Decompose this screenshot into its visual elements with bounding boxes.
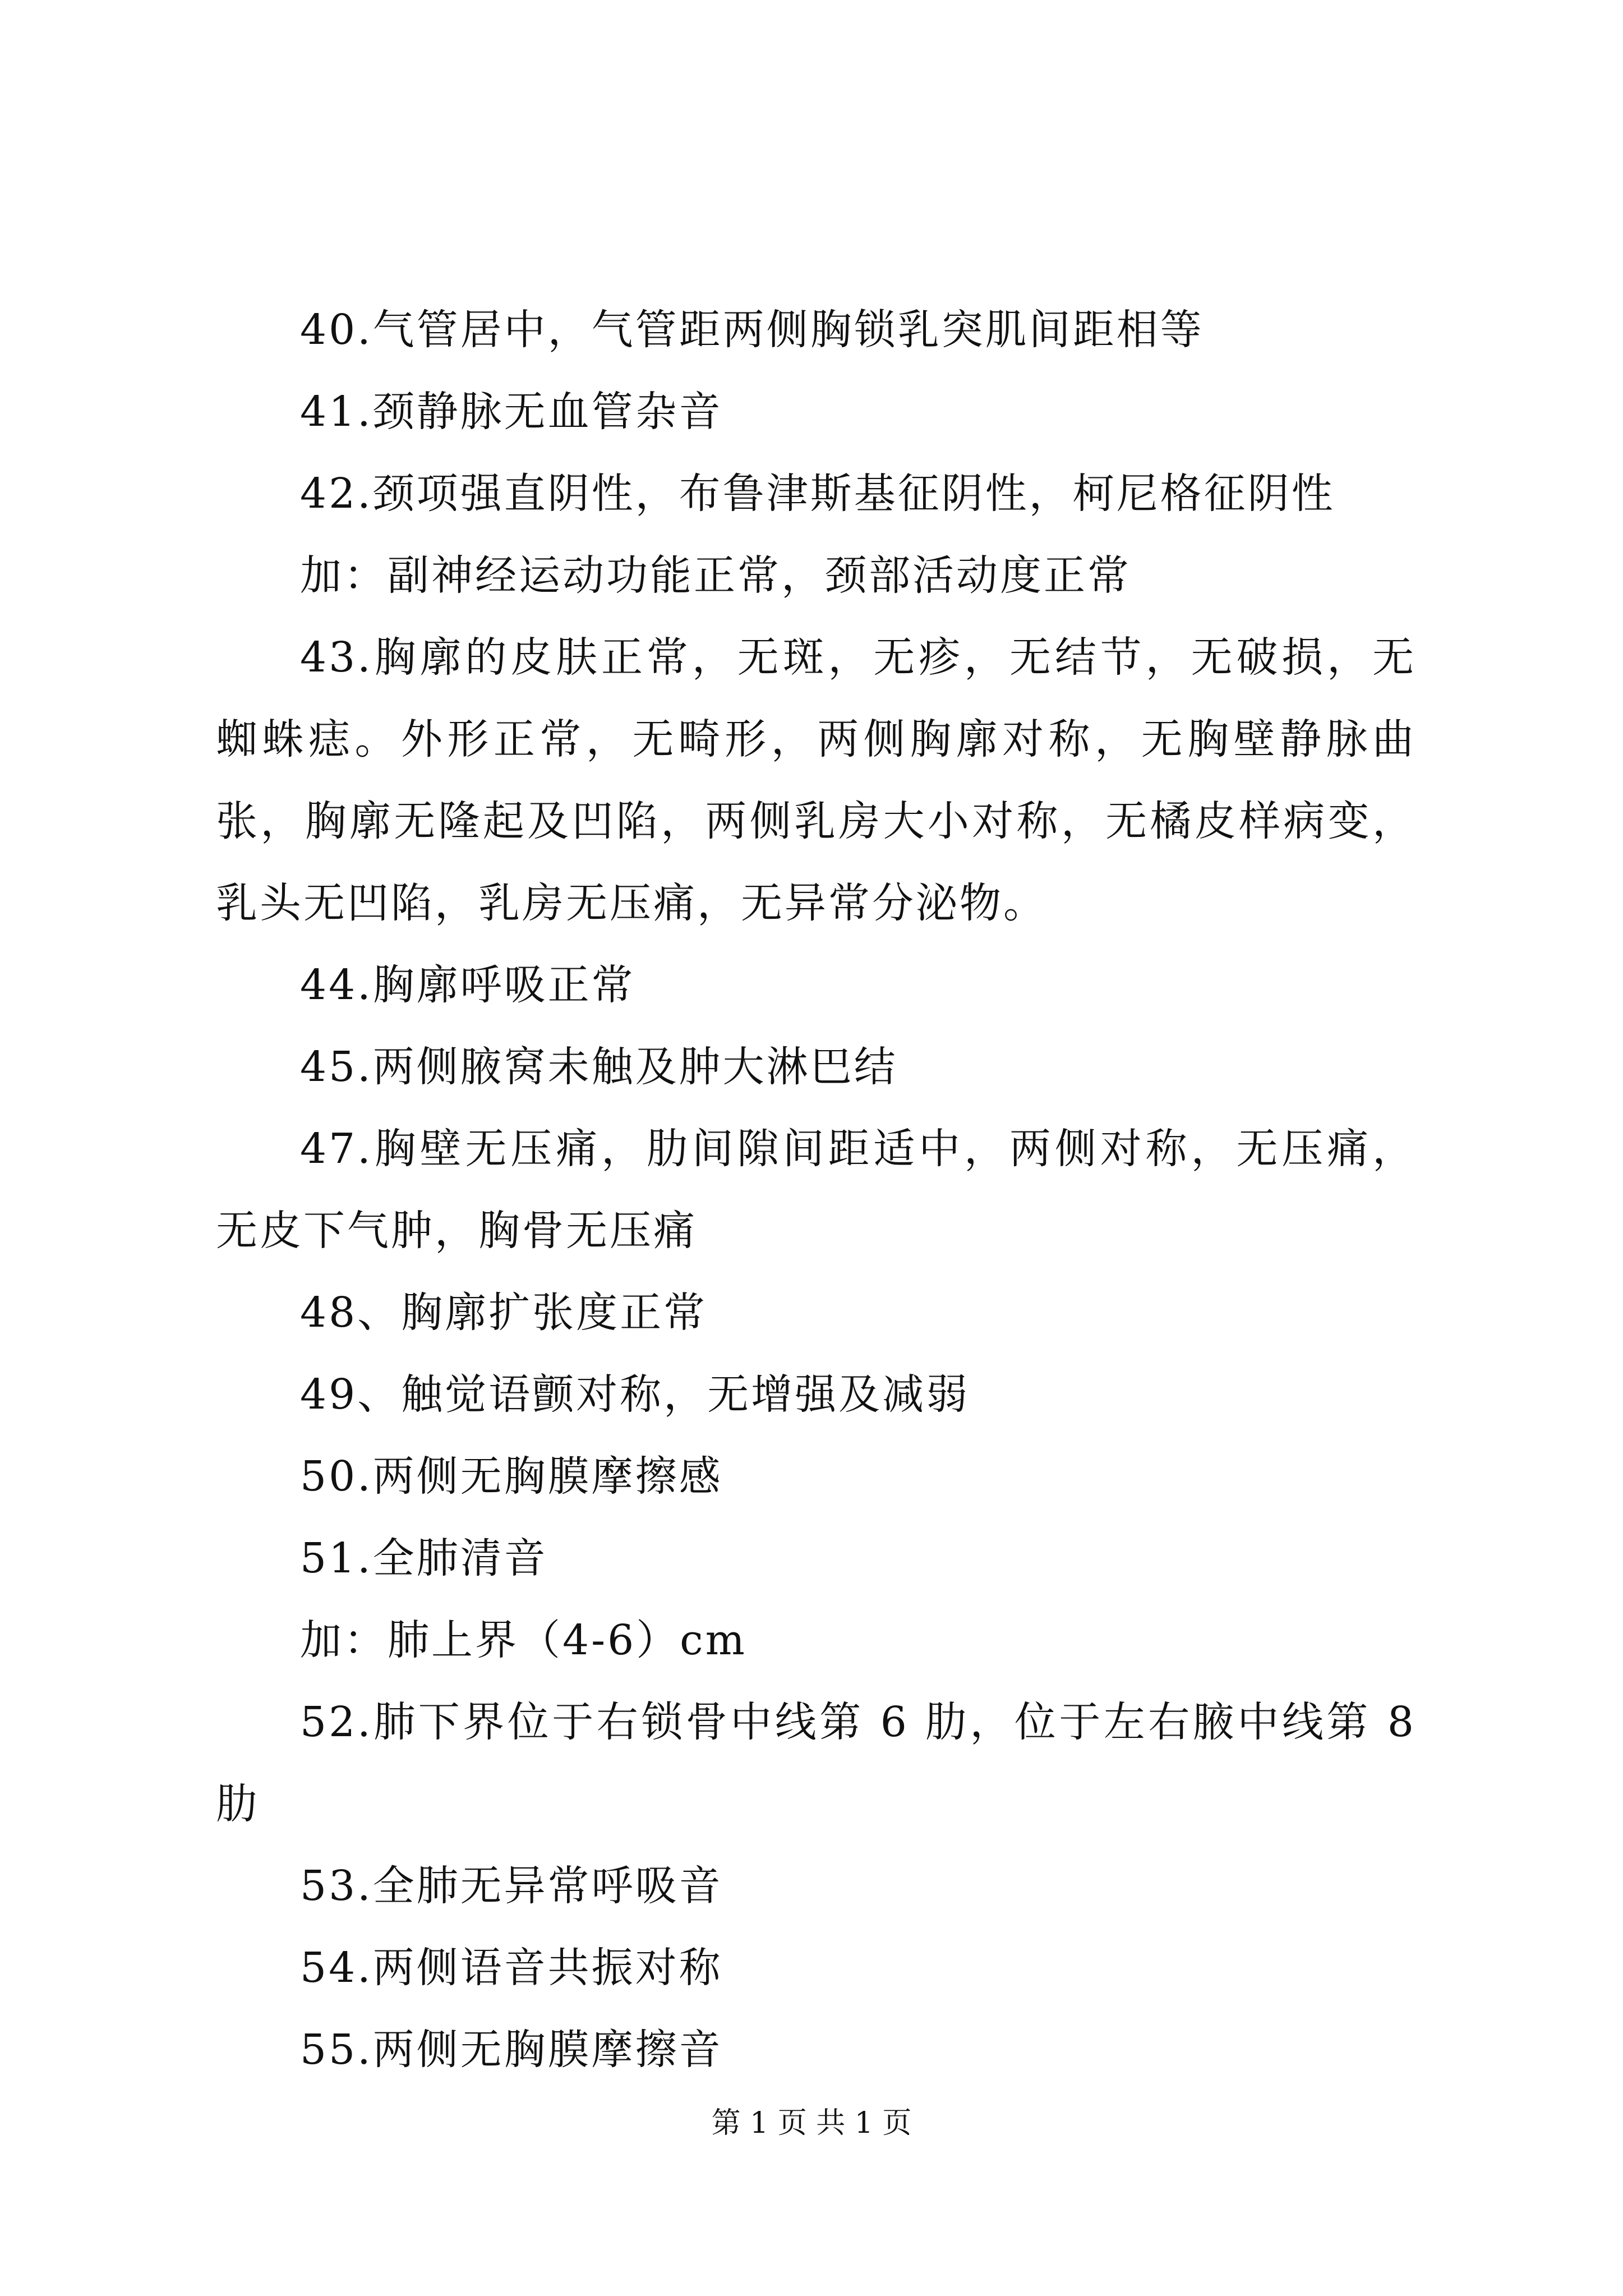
paragraph-addition-1: 加：副神经运动功能正常，颈部活动度正常 [300,551,1131,600]
document-body [216,289,1416,2091]
paragraph-49: 49、触觉语颤对称，无增强及减弱 [300,1370,970,1419]
paragraph-41: 41.颈静脉无血管杂音 [300,388,723,436]
paragraph-48: 48、胸廓扩张度正常 [300,1289,708,1337]
paragraph-addition-2: 加：肺上界（4-6）cm [300,1616,747,1664]
paragraph-44: 44.胸廓呼吸正常 [300,961,635,1009]
paragraph-54: 54.两侧语音共振对称 [300,1944,723,1992]
paragraph-53: 53.全肺无异常呼吸音 [300,1862,723,1910]
paragraph-52: 52.肺下界位于右锁骨中线第 6 肋，位于左右腋中线第 8 肋 [216,1698,1416,1828]
paragraph-45: 45.两侧腋窝未触及肿大淋巴结 [300,1043,898,1091]
paragraph-47: 47.胸壁无压痛，肋间隙间距适中，两侧对称，无压痛，无皮下气肿，胸骨无压痛 [216,1125,1416,1255]
paragraph-50: 50.两侧无胸膜摩擦感 [300,1452,723,1501]
paragraph-43: 43.胸廓的皮肤正常，无斑，无疹，无结节，无破损，无蜘蛛痣。外形正常，无畸形，两侧胸廓对称，无胸壁静脉曲张，胸廓无隆起及凹陷，两侧乳房大小对称，无橘皮样病变，乳头无凹陷，乳房无压痛，无异常分泌物。 [216,633,1416,927]
paragraph-40: 40.气管居中，气管距两侧胸锁乳突肌间距相等 [300,306,1204,354]
paragraph-55: 55.两侧无胸膜摩擦音 [300,2026,723,2074]
page-footer: 第 1 页 共 1 页 [711,2106,912,2140]
paragraph-42: 42.颈项强直阴性，布鲁津斯基征阴性，柯尼格征阴性 [300,470,1335,518]
paragraph-51: 51.全肺清音 [300,1534,548,1582]
